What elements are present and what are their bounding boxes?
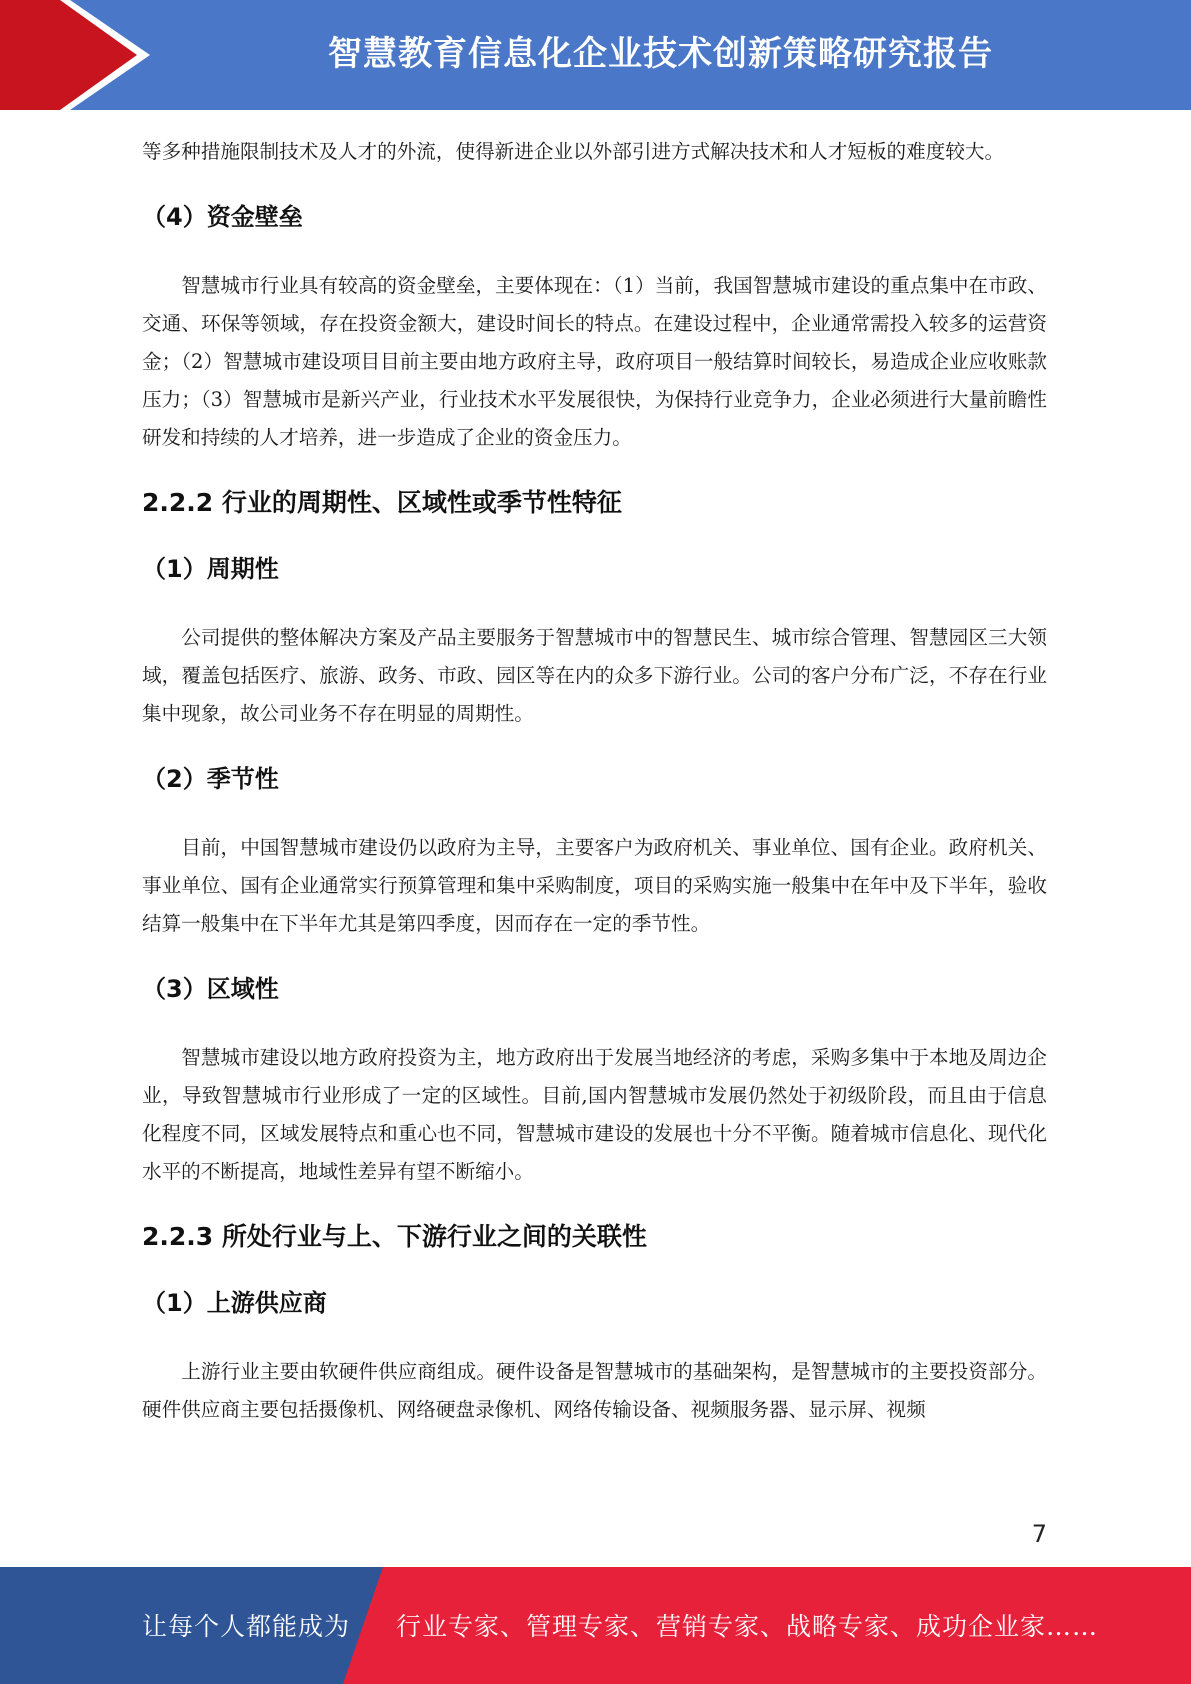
paragraph: 等多种措施限制技术及人才的外流，使得新进企业以外部引进方式解决技术和人才短板的难度较大。: [142, 140, 1005, 163]
page-number: 7: [1031, 1520, 1047, 1548]
section-heading: 2.2.2 行业的周期性、区域性或季节性特征: [142, 488, 622, 517]
page-header: [0, 0, 1191, 110]
paragraph: 目前，中国智慧城市建设仍以政府为主导，主要客户为政府机关、事业单位、国有企业。政府机关、事业单位、国有企业通常实行预算管理和集中采购制度，项目的采购实施一般集中在年中及下半年，验收结算一般集中在下半年尤其是第四季度，因而存在一定的季节性。: [142, 836, 1047, 935]
section-heading: 2.2.3 所处行业与上、下游行业之间的关联性: [142, 1222, 647, 1251]
paragraph: 公司提供的整体解决方案及产品主要服务于智慧城市中的智慧民生、城市综合管理、智慧园区三大领域，覆盖包括医疗、旅游、政务、市政、园区等在内的众多下游行业。公司的客户分布广泛，不存在行业集中现象，故公司业务不存在明显的周期性。: [142, 626, 1047, 725]
document-body: [142, 133, 1047, 1429]
paragraph: 智慧城市行业具有较高的资金壁垒，主要体现在：（1）当前，我国智慧城市建设的重点集中在市政、交通、环保等领域，存在投资金额大，建设时间长的特点。在建设过程中，企业通常需投入较多的运营资金；（2）智慧城市建设项目目前主要由地方政府主导，政府项目一般结算时间较长，易造成企业应收账款压力；（3）智慧城市是新兴产业，行业技术水平发展很快，为保持行业竞争力，企业必须进行大量前瞻性研发和持续的人才培养，进一步造成了企业的资金压力。: [142, 274, 1047, 449]
paragraph: 智慧城市建设以地方政府投资为主，地方政府出于发展当地经济的考虑，采购多集中于本地及周边企业，导致智慧城市行业形成了一定的区域性。目前,国内智慧城市发展仍然处于初级阶段，而且由于信息化程度不同，区域发展特点和重心也不同，智慧城市建设的发展也十分不平衡。随着城市信息化、现代化水平的不断提高，地域性差异有望不断缩小。: [142, 1046, 1047, 1183]
subsection-heading: （4）资金壁垒: [142, 203, 303, 231]
subsection-heading: （1）周期性: [142, 555, 279, 583]
header-title: 智慧教育信息化企业技术创新策略研究报告: [328, 34, 993, 74]
subsection-heading: （3）区域性: [142, 975, 279, 1003]
footer-slogan-right: 行业专家、管理专家、营销专家、战略专家、成功企业家……: [396, 1612, 1099, 1641]
footer-slogan-left: 让每个人都能成为: [142, 1612, 351, 1641]
paragraph: 上游行业主要由软硬件供应商组成。硬件设备是智慧城市的基础架构，是智慧城市的主要投资部分。硬件供应商主要包括摄像机、网络硬盘录像机、网络传输设备、视频服务器、显示屏、视频: [142, 1360, 1047, 1421]
subsection-heading: （2）季节性: [142, 765, 279, 793]
subsection-heading: （1）上游供应商: [142, 1289, 327, 1317]
page-footer: [0, 1567, 1191, 1684]
